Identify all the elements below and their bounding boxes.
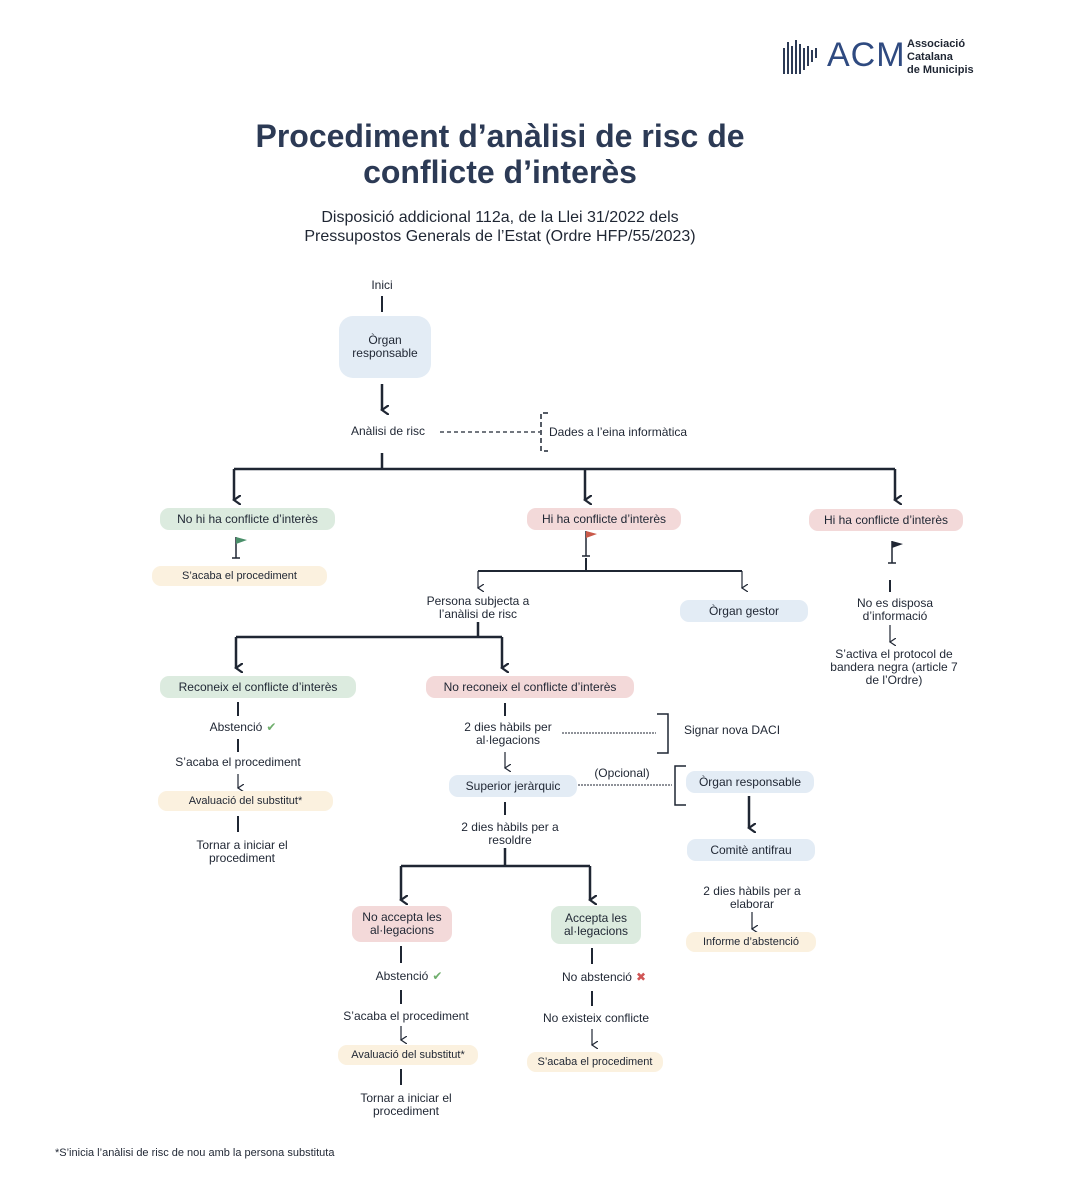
page-title-line-2: conflicte d’interès: [363, 154, 637, 190]
superior-node: Superior jeràrquic: [449, 775, 577, 797]
informe-abstencio: Informe d’abstenció: [686, 932, 816, 952]
no-abstencio-label: [546, 971, 662, 984]
no-reconeix-node: No reconeix el conflicte d’interès: [426, 676, 634, 698]
reconeix-node: Reconeix el conflicte d’interès: [160, 676, 356, 698]
logo-line-2: Catalana: [907, 51, 953, 63]
green-flag-icon: [236, 537, 247, 544]
dades-eina-label: Dades a l’eina informàtica: [549, 425, 688, 439]
no-conflicte-node: No hi ha conflicte d’interès: [160, 508, 335, 530]
no-accepta-node: No accepta les al·legacions: [352, 906, 452, 942]
acaba-procediment-4: S’acaba el procediment: [527, 1052, 663, 1072]
cross-icon: ✖: [635, 970, 647, 984]
dies-resoldre-label: 2 dies hàbils per a resoldre: [461, 820, 559, 847]
abstencio-2-label: [354, 970, 464, 983]
no-disposa-label: No es disposa d’informació: [856, 596, 934, 623]
organ-gestor-node: Òrgan gestor: [680, 600, 808, 622]
persona-subjecta-label: Persona subjecta a l’anàlisi de risc: [426, 594, 530, 621]
logo-line-1: Associació: [907, 38, 966, 50]
protocol-bandera-label: S’activa el protocol de bandera negra (article 7 de l’Ordre): [830, 647, 958, 687]
subtitle-line-2: Pressupostos Generals de l’Estat (Ordre HFP/55/2023): [304, 228, 696, 245]
red-flag-icon: [586, 531, 597, 538]
avaluacio-1: Avaluació del substitut*: [158, 791, 333, 811]
accepta-node: Accepta les al·legacions: [551, 906, 641, 944]
abstencio-2-text: Abstenció: [375, 969, 429, 983]
tornar-2-label: Tornar a iniciar el procediment: [360, 1091, 452, 1118]
hi-conflicte-node-2: Hi ha conflicte d’interès: [809, 509, 963, 531]
avaluacio-2: Avaluació del substitut*: [338, 1045, 478, 1065]
organ-responsable-node: Òrgan responsable: [339, 316, 431, 378]
start-label: Inici: [371, 278, 393, 292]
acaba-procediment-3: S’acaba el procediment: [343, 1009, 469, 1023]
logo-acronym: ACM: [827, 36, 906, 74]
opcional-label: (Opcional): [594, 766, 650, 780]
footnote: *S’inicia l’anàlisi de risc de nou amb la persona substituta: [55, 1147, 335, 1159]
subtitle-line-1: Disposició addicional 112a, de la Llei 31/2022 dels: [321, 209, 679, 226]
page-title-line-1: Procediment d’anàlisi de risc de: [255, 118, 745, 154]
logo-line-3: de Municipis: [907, 64, 974, 76]
no-existeix-label: No existeix conflicte: [542, 1011, 650, 1025]
signar-daci-label: Signar nova DACI: [684, 723, 781, 737]
hi-conflicte-node: Hi ha conflicte d’interès: [527, 508, 681, 530]
abstencio-1-text: Abstenció: [209, 720, 263, 734]
check-icon-2: ✔: [432, 969, 443, 983]
no-abstencio-text: No abstenció: [561, 970, 632, 984]
check-icon: ✔: [266, 720, 277, 734]
black-flag-icon: [892, 541, 903, 548]
acaba-procediment-1: S’acaba el procediment: [152, 566, 327, 586]
acaba-procediment-2: S’acaba el procediment: [175, 755, 301, 769]
comite-node: Comitè antifrau: [687, 839, 815, 861]
analisi-risc-label: Anàlisi de risc: [350, 424, 426, 438]
dies-elaborar-label: 2 dies hàbils per a elaborar: [703, 884, 801, 911]
organ-responsable-2-node: Òrgan responsable: [686, 771, 814, 793]
abstencio-1-label: [188, 721, 298, 734]
tornar-1-label: Tornar a iniciar el procediment: [196, 838, 288, 865]
dies-allegacions-label: 2 dies hàbils per al·legacions: [464, 720, 552, 747]
